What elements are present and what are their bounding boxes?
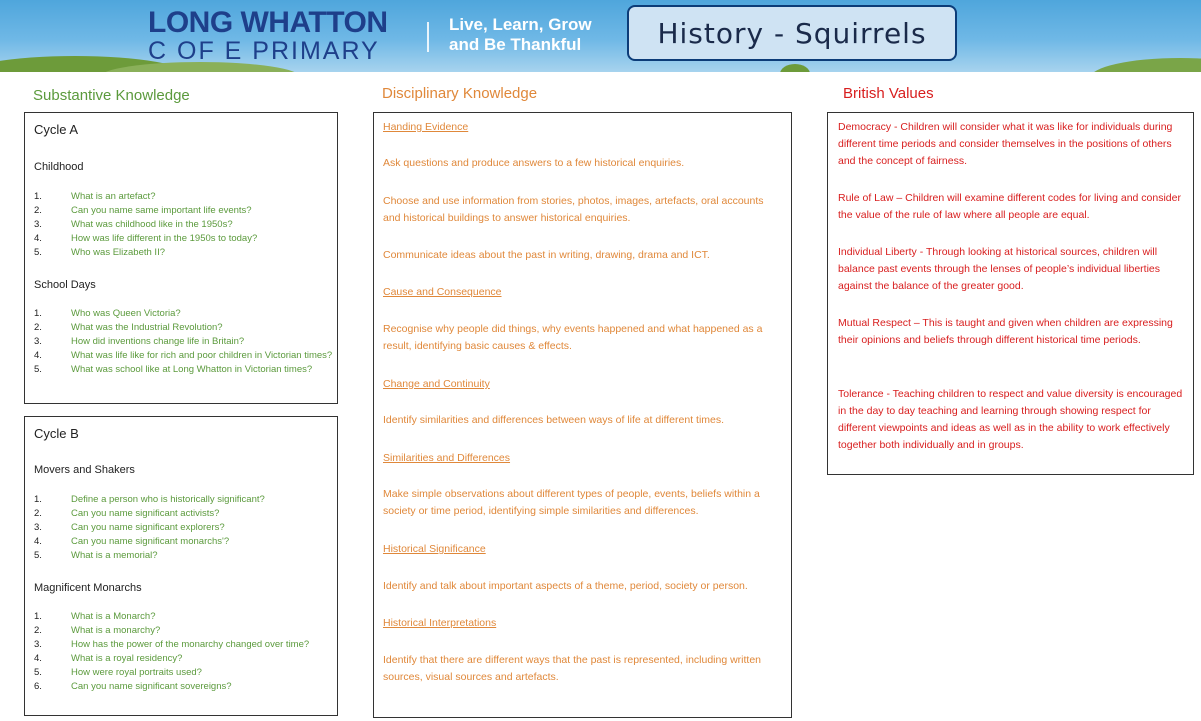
change-continuity-heading: Change and Continuity [383, 378, 490, 390]
monarchs-question-list [34, 610, 334, 694]
british-values-heading: British Values [843, 85, 934, 102]
motto-line1: Live, Learn, Grow [449, 15, 592, 34]
cycle-b-box [24, 416, 338, 716]
topic-movers-and-shakers: Movers and Shakers [34, 464, 135, 476]
list-item: 1. What is an artefact? [34, 191, 156, 202]
cause-consequence-heading: Cause and Consequence [383, 286, 502, 298]
header-banner [0, 0, 1201, 72]
childhood-question-list [34, 190, 334, 260]
page-title: History - Squirrels [627, 5, 957, 61]
disciplinary-heading: Disciplinary Knowledge [382, 85, 538, 102]
list-item: 5. How were royal portraits used? [34, 667, 202, 678]
historical-significance-text: Identify and talk about important aspects of a theme, period, society or person. [383, 580, 748, 592]
list-item: 3. Can you name significant explorers? [34, 522, 225, 533]
list-item: 4. How was life different in the 1950s to today? [34, 233, 258, 244]
handing-evidence-text-1: Ask questions and produce answers to a few historical enquiries. [383, 157, 685, 169]
school-logo-text [148, 8, 388, 64]
similarities-differences-text: Make simple observations about different types of people, events, beliefs within a society or time period, identifying simple similarities and differences. [383, 488, 760, 517]
topic-school-days: School Days [34, 279, 96, 291]
handing-evidence-heading: Handing Evidence [383, 121, 469, 133]
motto-line2: and Be Thankful [449, 35, 582, 54]
historical-significance-heading: Historical Significance [383, 543, 486, 555]
school-motto [449, 15, 592, 55]
list-item: 1. What is a Monarch? [34, 611, 156, 622]
list-item: 4. What was life like for rich and poor children in Victorian times? [34, 350, 333, 361]
school-name-line2: C OF E PRIMARY [148, 37, 380, 65]
cycle-a-title: Cycle A [34, 122, 79, 137]
cycle-a-box [24, 112, 338, 404]
list-item: 4. Can you name significant monarchs'? [34, 536, 230, 547]
value-democracy: Democracy - Children will consider what it was like for individuals during different time periods and consider themselves in the positions of others and the concept of fairness. [838, 121, 1173, 167]
historical-interpretations-heading: Historical Interpretations [383, 617, 497, 629]
list-item: 2. Can you name significant activists? [34, 508, 220, 519]
list-item: 3. How did inventions change life in Britain? [34, 336, 245, 347]
list-item: 5. Who was Elizabeth II? [34, 247, 165, 258]
value-mutual-respect: Mutual Respect – This is taught and given when children are expressing their opinions and beliefs through different historical time periods. [838, 317, 1173, 346]
handing-evidence-text-3: Communicate ideas about the past in writing, drawing, drama and ICT. [383, 249, 710, 261]
list-item: 6. Can you name significant sovereigns? [34, 681, 232, 692]
value-individual-liberty: Individual Liberty - Through looking at historical sources, children will balance past events through the lenses of people’s individual liberties against the balance of the greater good. [838, 246, 1161, 292]
value-tolerance: Tolerance - Teaching children to respect and value diversity is encouraged in the day to day teaching and learning through showing respect for different viewpoints and ideas as well as in the ability to work effectively together both individually and in groups. [838, 388, 1183, 451]
list-item: 1. Who was Queen Victoria? [34, 308, 181, 319]
cause-consequence-text: Recognise why people did things, why events happened and what happened as a result, identifying basic causes & effects. [383, 323, 763, 352]
movers-question-list [34, 493, 334, 563]
list-item: 2. Can you name same important life events? [34, 205, 252, 216]
similarities-differences-heading: Similarities and Differences [383, 452, 511, 464]
list-item: 3. What was childhood like in the 1950s? [34, 219, 233, 230]
hill-decoration [1090, 58, 1201, 72]
disciplinary-box [373, 112, 792, 718]
tree-decoration [780, 64, 810, 72]
historical-interpretations-text: Identify that there are different ways that the past is represented, including written sources, visual sources and artefacts. [383, 654, 762, 683]
list-item: 1. Define a person who is historically significant? [34, 494, 265, 505]
cycle-b-title: Cycle B [34, 426, 79, 441]
handing-evidence-text-2: Choose and use information from stories, photos, images, artefacts, oral accounts and historical buildings to answer historical enquiries. [383, 195, 764, 224]
list-item: 2. What was the Industrial Revolution? [34, 322, 223, 333]
value-rule-of-law: Rule of Law – Children will examine different codes for living and consider the value of the rule of law where all people are equal. [838, 192, 1181, 221]
british-values-box [827, 112, 1194, 475]
topic-magnificent-monarchs: Magnificent Monarchs [34, 582, 142, 594]
school-name-line1: LONG WHATTON [148, 6, 388, 39]
list-item: 3. How has the power of the monarchy changed over time? [34, 639, 310, 650]
header-divider [427, 22, 429, 52]
topic-childhood: Childhood [34, 161, 84, 173]
change-continuity-text: Identify similarities and differences between ways of life at different times. [383, 414, 725, 426]
school-days-question-list [34, 307, 334, 377]
list-item: 4. What is a royal residency? [34, 653, 183, 664]
list-item: 2. What is a monarchy? [34, 625, 161, 636]
substantive-heading: Substantive Knowledge [33, 87, 190, 104]
list-item: 5. What is a memorial? [34, 550, 158, 561]
list-item: 5. What was school like at Long Whatton in Victorian times? [34, 364, 313, 375]
